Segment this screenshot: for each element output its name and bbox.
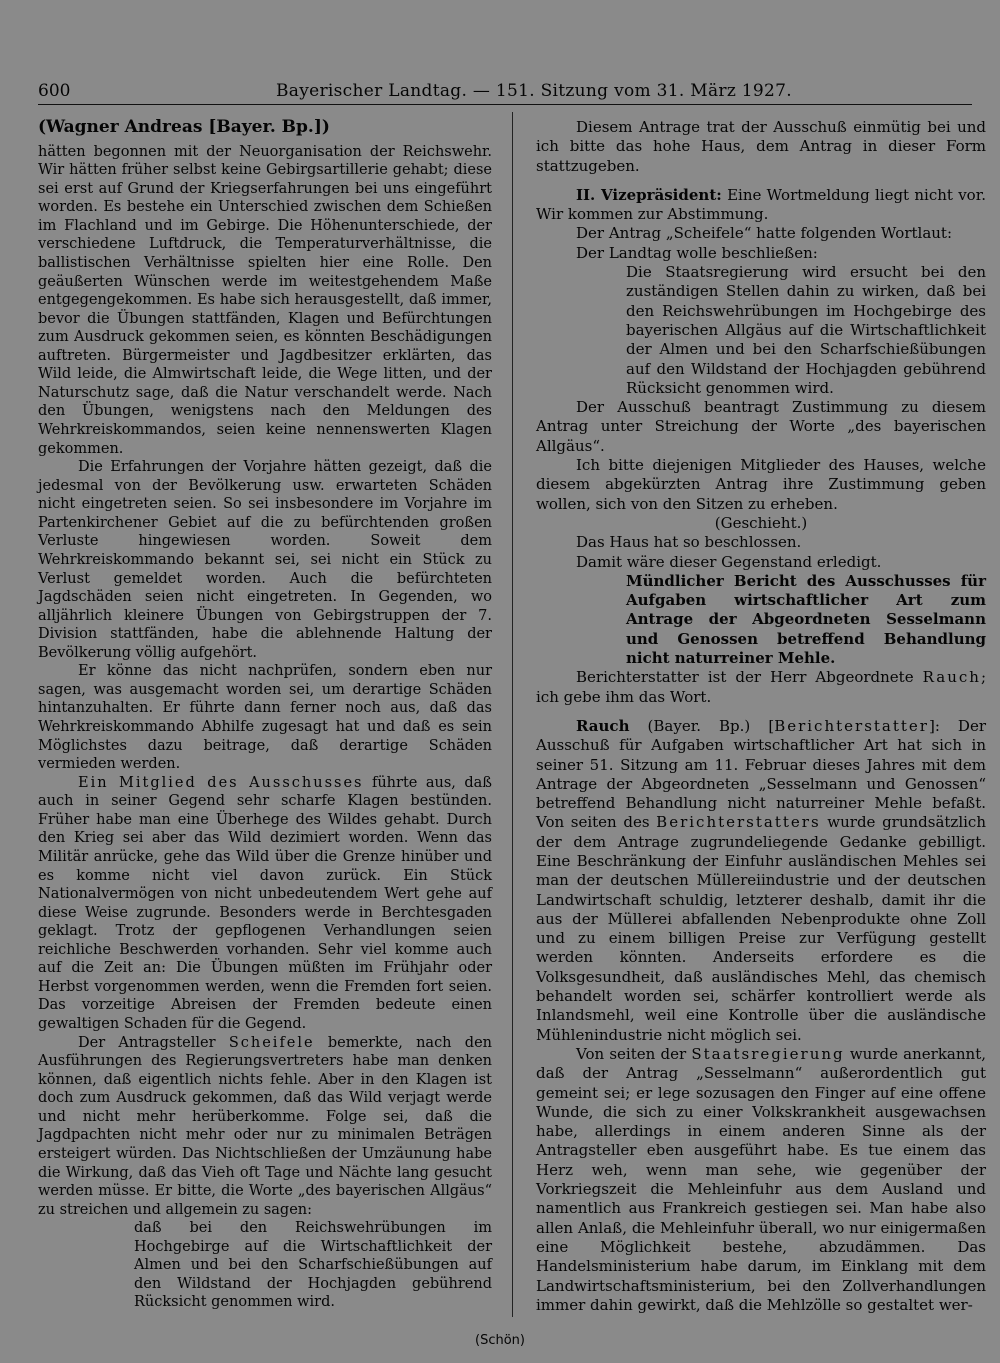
paragraph bbox=[536, 186, 986, 225]
paragraph-text: bemerkte, nach den Ausführungen des Regierungsvertreters habe man denken können, daß eigentlich nichts fehle. Aber in den Klagen ist doch zum Ausdruck gekommen, daß das Wild verjagt werde und nicht mehr herüberkomme. Folge sei, daß die Jagdpachten nicht mehr oder nur zu minimalen Beträgen ersteigert würden. Das Nichtschließen der Umzäunung habe die Wirkung, daß das Vieh oft Tage und Nächte lang gesucht werden müsse. Er bitte, die Worte „des bayerischen Allgäus“ zu streichen und allgemein zu sagen: bbox=[38, 1034, 492, 1218]
paragraph: Das Haus hat so beschlossen. bbox=[576, 533, 802, 552]
paragraph-text: ; ich gebe ihm das Wort. bbox=[536, 668, 986, 706]
paragraph-text: (Bayer. Bp.) [ bbox=[629, 716, 775, 735]
paragraph-text: Der Antragsteller bbox=[78, 1034, 229, 1051]
left-column bbox=[38, 118, 492, 1312]
column-divider bbox=[512, 112, 513, 1317]
paragraph-text: wurde grundsätzlich der dem Antrage zugrundeliegende Gedanke gebilligt. Eine Beschränkung der Einfuhr ausländischen Mehles sei man der deutschen Müllereiindustrie und der deutschen Landwirtschaft schuldig, letzterer deshalb, damit ihr die aus der Müllerei abfallenden Nebenprodukte ohne Zoll und zu einem billigen Preise zur Verfügung gestellt werden könnten. Anderseits erfordere es die Volksgesundheit, daß ausländisches Mehl, das chemisch behandelt worden sei, schärfer kontrolliert werde als Inlandsmehl, weil eine Kontrolle über die ausländische Mühlenindustrie nicht möglich sei. bbox=[536, 813, 986, 1044]
motion-quote: daß bei den Reichswehrübungen im Hochgebirge auf die Wirtschaftlichkeit der Almen und bei den Scharfschießübungen auf den Wildstand der Hochjagden gebührend Rücksicht genommen wird. bbox=[134, 1220, 492, 1311]
paragraph-text: Eine Wortmeldung liegt nicht vor. Wir kommen zur Abstimmung. bbox=[536, 185, 986, 224]
motion-quote: Die Staatsregierung wird ersucht bei den zuständigen Stellen dahin zu wirken, daß bei den Reichswehrübungen im Hochgebirge des bayerischen Allgäus auf die Wirtschaftlichkeit der Almen und bei den Scharfschießübungen auf den Wildstand der Hochjagden gebührend Rücksicht genommen wird. bbox=[626, 263, 986, 397]
paragraph: Diesem Antrage trat der Ausschuß einmütig bei und ich bitte das hohe Haus, dem Antrag in dieser Form stattzugeben. bbox=[536, 118, 986, 175]
paragraph-text: Berichterstatter ist der Herr Abgeordnete bbox=[576, 668, 923, 687]
paragraph-text: Von seiten der bbox=[576, 1044, 692, 1063]
paragraph: hätten begonnen mit der Neuorganisation der Reichswehr. Wir hätten früher selbst keine Gebirgsartillerie gehabt; diese sei erst auf Grund der Kriegserfahrungen bei uns eingeführt worden. Es bestehe ein Unterschied zwischen dem Schießen im Flachland und im Gebirge. Die Höhenunterschiede, der verschiedene Luftdruck, die Temperaturverhältnisse, die ballistischen Verhältnisse spielten hier eine Rolle. Den geäußerten Wünschen werde im weitestgehendem Maße entgegengekommen. Es habe sich herausgestellt, daß immer, bevor die Übungen stattfänden, Klagen und Befürchtungen zum Ausdruck gekommen seien, es könnten Beschädigungen auftreten. Bürgermeister und Jagdbesitzer erklärten, das Wild leide, die Almwirtschaft leide, die Wege litten, und der Naturschutz sage, daß die Natur verschandelt werde. Nach den Übungen, wenigstens nach den Meldungen des Wehrkreiskommandos, seien keine nennenswerten Klagen gekommen. bbox=[38, 143, 492, 457]
paragraph bbox=[536, 717, 986, 1045]
name-spaced: Rauch bbox=[922, 668, 981, 687]
paragraph-text: ]: Der Ausschuß für Aufgaben wirtschaftlicher Art hat sich in seiner 51. Sitzung am 11. Februar dieses Jahres mit dem Antrage der Abgeordneten „Sesselmann und Genossen“ betreffend Behandlung nicht naturreiner Mehle befaßt. Von seiten des bbox=[536, 716, 986, 832]
paragraph bbox=[38, 774, 492, 1034]
paragraph: Die Erfahrungen der Vorjahre hätten gezeigt, daß die jedesmal von der Bevölkerung usw. erwarteten Schäden nicht eingetreten seien. So sei insbesondere im Vorjahre im Partenkirchener Gebiet auf die zu befürchtenden großen Verluste hingewiesen worden. Soweit dem Wehrkreiskommando bekannt sei, sei nicht ein Stück zu Verlust gemeldet worden. Auch die befürchteten Jagdschäden seien nicht eingetreten. In Gegenden, wo alljährlich kleinere Übungen von Gebirgstruppen der 7. Division stattfänden, habe die ablehnende Haltung der Bevölkerung völlig aufgehört. bbox=[38, 459, 492, 661]
speaker-name: Rauch bbox=[576, 716, 630, 735]
interjection: (Geschieht.) bbox=[714, 513, 808, 532]
running-title: Bayerischer Landtag. — 151. Sitzung vom 31. März 1927. bbox=[276, 81, 792, 101]
paragraph-text: wurde anerkannt, daß der Antrag „Sesselmann“ außerordentlich gut gemeint sei; er lege sozusagen den Finger auf eine offene Wunde, die sich zu einer Volkskrankheit ausgewachsen habe, allerdings in einem anderen Sinne als der Antragsteller eben ausgeführt habe. Es tue einem das Herz weh, wenn man sehe, wie gegenüber der Vorkriegszeit die Mehleinfuhr aus dem Ausland und namentlich aus Frankreich gestiegen sei. Man habe also allen Anlaß, die Mehleinfuhr überall, wo nur einigermaßen eine Möglichkeit bestehe, abzudämmen. Das Handelsministerium habe darum, im Einklang mit dem Landwirtschaftsministerium, bei den Zollverhandlungen immer dahin gewirkt, daß die Mehlzölle so gestaltet wer- bbox=[536, 1044, 986, 1314]
role-spaced: Berichterstatter bbox=[774, 716, 929, 735]
paragraph bbox=[38, 1034, 492, 1220]
paragraph bbox=[536, 668, 986, 707]
paragraph: Ich bitte diejenigen Mitglieder des Hauses, welche diesem abgekürzten Antrag ihre Zustimmung geben wollen, sich von den Sitzen zu erheben. bbox=[536, 456, 986, 513]
paragraph: Der Ausschuß beantragt Zustimmung zu diesem Antrag unter Streichung der Worte „des bayerischen Allgäus“. bbox=[536, 398, 986, 455]
name-spaced: Staatsregierung bbox=[691, 1044, 845, 1063]
paragraph: Der Landtag wolle beschließen: bbox=[576, 243, 818, 262]
name-spaced: Scheifele bbox=[228, 1034, 315, 1051]
paragraph: Damit wäre dieser Gegenstand erledigt. bbox=[576, 552, 882, 571]
right-column bbox=[536, 118, 986, 1315]
spacer bbox=[536, 176, 986, 186]
page-header bbox=[38, 78, 972, 105]
agenda-item-heading: Mündlicher Bericht des Ausschusses für Aufgaben wirtschaftlicher Art zum Antrage der Abgeordneten Sesselmann und Genossen betreffend Behandlung nicht naturreiner Mehle. bbox=[626, 571, 986, 668]
paragraph-text: führte aus, daß auch in seiner Gegend sehr scharfe Klagen bestünden. Früher habe man eine Überhege des Wildes gehabt. Durch den Krieg sei aber das Wild dezimiert worden. Wenn das Militär anrücke, gehe das Wild über die Grenze hinüber und es komme nicht viel davon zurück. Ein Stück Nationalvermögen von nicht unbedeutendem Wert gehe auf diese Weise zugrunde. Besonders werde in Berchtesgaden geklagt. Trotz der gepflogenen Verhandlungen seien reichliche Beschwerden vorhanden. Sehr viel komme auch auf die Zeit an: Die Übungen müßten im Frühjahr oder Herbst vorgenommen werden, wenn die Fremden fort seien. Das vorzeitige Abreisen der Fremden bedeute einen gewaltigen Schaden für die Gegend. bbox=[38, 774, 492, 1032]
page-footer: (Schön) bbox=[475, 1333, 525, 1348]
page-number: 600 bbox=[38, 81, 71, 101]
paragraph: Er könne das nicht nachprüfen, sondern eben nur sagen, was ausgemacht worden sei, um derartige Schäden hintanzuhalten. Er führte dann ferner noch aus, daß das Wehrkreiskommando Abhilfe zugesagt hat und daß es sein Möglichstes dazu beitrage, daß derartige Schäden vermieden werden. bbox=[38, 663, 492, 773]
paragraph: Der Antrag „Scheifele“ hatte folgenden Wortlaut: bbox=[576, 224, 953, 243]
paragraph bbox=[536, 1045, 986, 1315]
speaker-name: II. Vizepräsident: bbox=[576, 185, 722, 204]
role-spaced: Berichterstatters bbox=[656, 813, 821, 832]
spacer bbox=[536, 707, 986, 717]
committee-member-spaced: Ein Mitglied des Ausschusses bbox=[78, 774, 364, 791]
speaker-heading: (Wagner Andreas [Bayer. Bp.]) bbox=[38, 117, 330, 137]
